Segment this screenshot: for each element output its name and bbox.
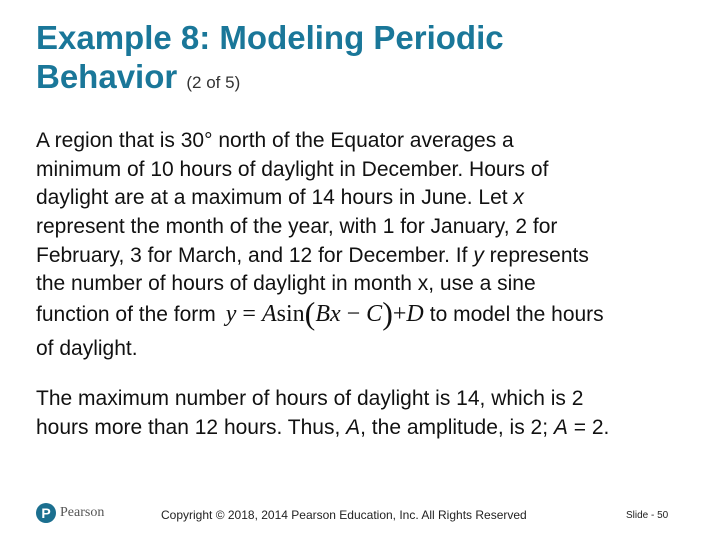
text-line xyxy=(36,414,609,443)
pearson-logo-icon: P xyxy=(36,503,56,523)
f-D: D xyxy=(406,301,424,328)
text: daylight are at a maximum of 14 hours in June. Let xyxy=(36,186,514,210)
text: to model the hours xyxy=(429,303,604,327)
var-y: y xyxy=(473,243,484,267)
copyright: Copyright © 2018, 2014 Pearson Education, Inc. All Rights Reserved xyxy=(161,508,527,522)
text-line xyxy=(36,184,604,213)
f-y: y xyxy=(225,301,237,328)
text: February, 3 for March, and 12 for December. If xyxy=(36,243,474,267)
f-sin: sin xyxy=(276,301,305,328)
sine-formula xyxy=(225,295,424,332)
var-A: A xyxy=(553,415,568,439)
text-line: The maximum number of hours of daylight is 14, which is 2 xyxy=(36,387,584,410)
problem-paragraph xyxy=(36,127,604,364)
text: function of the form xyxy=(36,303,216,327)
text-line: minimum of 10 hours of daylight in December. Hours of xyxy=(36,157,549,181)
f-C: C xyxy=(366,301,383,328)
f-lp: ( xyxy=(304,295,316,332)
text-line: A region that is 30° north of the Equator averages a xyxy=(36,129,514,152)
text-line xyxy=(36,295,604,335)
text: = 2. xyxy=(567,415,610,439)
slide-number: Slide - 50 xyxy=(626,510,669,521)
text: , the amplitude, is 2; xyxy=(360,415,554,439)
var-A: A xyxy=(346,415,361,439)
pearson-logo-text: Pearson xyxy=(60,505,105,520)
f-Bx: Bx xyxy=(315,301,341,328)
text: represents xyxy=(483,243,589,267)
var-x: x xyxy=(513,186,524,210)
solution-paragraph xyxy=(36,385,609,442)
text-line xyxy=(36,270,604,299)
text-line: of daylight. xyxy=(36,337,138,361)
part-indicator: (2 of 5) xyxy=(186,73,241,92)
f-eq: = xyxy=(236,301,262,328)
text-line xyxy=(36,242,604,271)
text: the number of hours of daylight in month xyxy=(36,272,418,296)
f-minus: − xyxy=(340,301,367,328)
f-A: A xyxy=(261,301,277,328)
pearson-logo xyxy=(36,503,104,523)
title-line-1: Example 8: Modeling Periodic xyxy=(36,19,504,56)
f-plus: + xyxy=(392,301,407,328)
text-line: represent the month of the year, with 1 for January, 2 for xyxy=(36,215,558,239)
f-rp: ) xyxy=(382,295,393,332)
title-line-2 xyxy=(36,57,504,102)
text: , use a sine xyxy=(428,272,536,296)
var-x: x xyxy=(417,272,429,296)
slide-title xyxy=(36,18,504,102)
title-text: Behavior xyxy=(36,58,178,95)
text: hours more than 12 hours. Thus, xyxy=(36,415,347,439)
